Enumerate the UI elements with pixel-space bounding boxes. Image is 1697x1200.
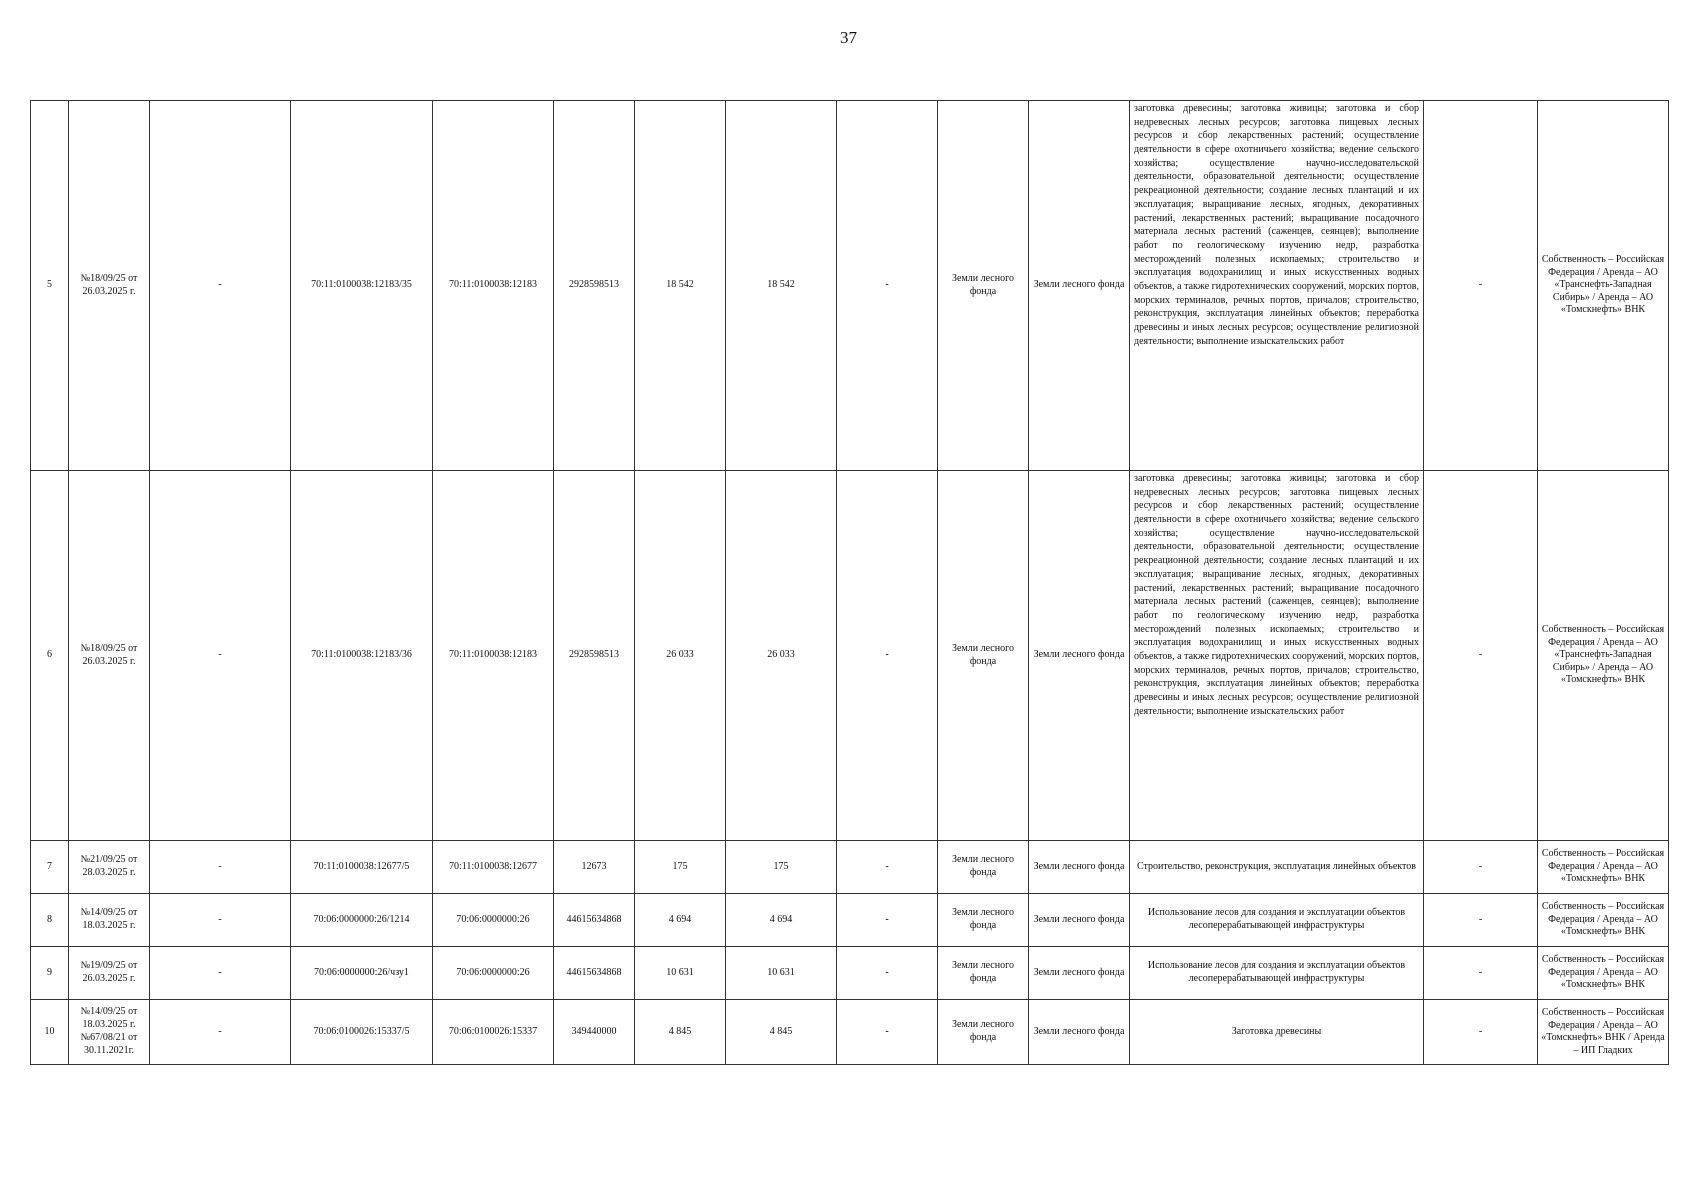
- area-used-cell: 10 631: [726, 947, 837, 1000]
- table-row: [31, 947, 1669, 1000]
- table-row: [31, 471, 1669, 841]
- land-category-cell: Земли лесного фонда: [1029, 947, 1130, 1000]
- empty-cell: -: [150, 471, 291, 841]
- land-category-cell: Земли лесного фонда: [1029, 101, 1130, 471]
- permitted-use-cell: Использование лесов для создания и эксплуатации объектов лесоперерабатывающей инфраструктуры: [1130, 894, 1424, 947]
- page-number: 37: [840, 28, 857, 47]
- land-category-cell: Земли лесного фонда: [938, 894, 1029, 947]
- cadastral-parent-cell: 70:06:0000000:26: [433, 894, 554, 947]
- permitted-use-cell: заготовка древесины; заготовка живицы; заготовка и сбор недревесных лесных ресурсов; заготовка пищевых лесных ресурсов и сбор лекарственных растений; осуществление деятельности в сфере охотничьего хозяйства; ведение сельского хозяйства; осуществление научно-исследовательской деятельности, образовательной деятельности; осуществление рекреационной деятельности; создание лесных плантаций и их эксплуатация; выращивание лесных, ягодных, декоративных растений, лекарственных растений; выращивание посадочного материала лесных растений (саженцев, сеянцев); выполнение работ по геологическому изучению недр, разработка месторождений полезных ископаемых; строительство и эксплуатация водохранилищ и иных искусственных водных объектов, а также гидротехнических сооружений, морских портов, морских терминалов, речных портов, причалов; строительство, реконструкция, эксплуатация линейных объектов; переработка древесины и иных лесных ресурсов; осуществление религиозной деятельности; выполнение изыскательских работ: [1130, 471, 1424, 841]
- cadastral-parent-cell: 70:11:0100038:12183: [433, 101, 554, 471]
- area-total-cell: 2928598513: [554, 101, 635, 471]
- permitted-use-cell: Заготовка древесины: [1130, 1000, 1424, 1065]
- agreement-cell: №14/09/25 от 18.03.2025 г.: [69, 894, 150, 947]
- row-number: 7: [31, 841, 69, 894]
- table-row: [31, 894, 1669, 947]
- land-category-cell: Земли лесного фонда: [938, 947, 1029, 1000]
- cadastral-part-cell: 70:06:0000000:26/чзу1: [291, 947, 433, 1000]
- empty-cell: -: [1424, 1000, 1538, 1065]
- agreement-cell: №21/09/25 от 28.03.2025 г.: [69, 841, 150, 894]
- land-category-cell: Земли лесного фонда: [1029, 894, 1130, 947]
- cadastral-parent-cell: 70:11:0100038:12677: [433, 841, 554, 894]
- area-total-cell: 2928598513: [554, 471, 635, 841]
- area-used-cell: 4 694: [726, 894, 837, 947]
- area-used-cell: 4 845: [726, 1000, 837, 1065]
- area-total-cell: 44615634868: [554, 894, 635, 947]
- cadastral-parent-cell: 70:06:0000000:26: [433, 947, 554, 1000]
- area-used-cell: 18 542: [726, 101, 837, 471]
- row-number: 9: [31, 947, 69, 1000]
- area-part-cell: 175: [635, 841, 726, 894]
- area-used-cell: 175: [726, 841, 837, 894]
- area-part-cell: 4 694: [635, 894, 726, 947]
- area-used-cell: 26 033: [726, 471, 837, 841]
- permitted-use-cell: Использование лесов для создания и эксплуатации объектов лесоперерабатывающей инфраструктуры: [1130, 947, 1424, 1000]
- land-category-cell: Земли лесного фонда: [938, 471, 1029, 841]
- area-part-cell: 4 845: [635, 1000, 726, 1065]
- empty-cell: -: [150, 894, 291, 947]
- area-total-cell: 349440000: [554, 1000, 635, 1065]
- empty-cell: -: [837, 471, 938, 841]
- land-plots-table: [30, 100, 1669, 1065]
- area-part-cell: 26 033: [635, 471, 726, 841]
- rights-cell: Собственность – Российская Федерация / Аренда – АО «Транснефть-Западная Сибирь» / Аренда – АО «Томскнефть» ВНК: [1538, 471, 1669, 841]
- cadastral-part-cell: 70:06:0100026:15337/5: [291, 1000, 433, 1065]
- table-row: [31, 841, 1669, 894]
- empty-cell: -: [1424, 101, 1538, 471]
- table-row: [31, 101, 1669, 471]
- area-part-cell: 18 542: [635, 101, 726, 471]
- land-category-cell: Земли лесного фонда: [1029, 1000, 1130, 1065]
- cadastral-part-cell: 70:11:0100038:12183/36: [291, 471, 433, 841]
- empty-cell: -: [837, 841, 938, 894]
- land-category-cell: Земли лесного фонда: [938, 101, 1029, 471]
- agreement-cell: №19/09/25 от 26.03.2025 г.: [69, 947, 150, 1000]
- area-part-cell: 10 631: [635, 947, 726, 1000]
- land-category-cell: Земли лесного фонда: [1029, 841, 1130, 894]
- area-total-cell: 44615634868: [554, 947, 635, 1000]
- cadastral-part-cell: 70:11:0100038:12677/5: [291, 841, 433, 894]
- permitted-use-cell: заготовка древесины; заготовка живицы; заготовка и сбор недревесных лесных ресурсов; заготовка пищевых лесных ресурсов и сбор лекарственных растений; осуществление деятельности в сфере охотничьего хозяйства; ведение сельского хозяйства; осуществление научно-исследовательской деятельности, образовательной деятельности; осуществление рекреационной деятельности; создание лесных плантаций и их эксплуатация; выращивание лесных, ягодных, декоративных растений, лекарственных растений; выращивание посадочного материала лесных растений (саженцев, сеянцев); выполнение работ по геологическому изучению недр, разработка месторождений полезных ископаемых; строительство и эксплуатация водохранилищ и иных искусственных водных объектов, а также гидротехнических сооружений, морских портов, морских терминалов, речных портов, причалов; строительство, реконструкция, эксплуатация линейных объектов; переработка древесины и иных лесных ресурсов; осуществление религиозной деятельности; выполнение изыскательских работ: [1130, 101, 1424, 471]
- empty-cell: -: [837, 947, 938, 1000]
- empty-cell: -: [150, 101, 291, 471]
- permitted-use-cell: Строительство, реконструкция, эксплуатация линейных объектов: [1130, 841, 1424, 894]
- land-category-cell: Земли лесного фонда: [1029, 471, 1130, 841]
- empty-cell: -: [837, 894, 938, 947]
- agreement-cell: №18/09/25 от 26.03.2025 г.: [69, 101, 150, 471]
- cadastral-parent-cell: 70:11:0100038:12183: [433, 471, 554, 841]
- empty-cell: -: [837, 101, 938, 471]
- row-number: 10: [31, 1000, 69, 1065]
- empty-cell: -: [1424, 947, 1538, 1000]
- empty-cell: -: [1424, 841, 1538, 894]
- cadastral-parent-cell: 70:06:0100026:15337: [433, 1000, 554, 1065]
- rights-cell: Собственность – Российская Федерация / Аренда – АО «Транснефть-Западная Сибирь» / Аренда – АО «Томскнефть» ВНК: [1538, 101, 1669, 471]
- land-category-cell: Земли лесного фонда: [938, 841, 1029, 894]
- row-number: 8: [31, 894, 69, 947]
- row-number: 6: [31, 471, 69, 841]
- rights-cell: Собственность – Российская Федерация / Аренда – АО «Томскнефть» ВНК: [1538, 841, 1669, 894]
- empty-cell: -: [150, 841, 291, 894]
- rights-cell: Собственность – Российская Федерация / Аренда – АО «Томскнефть» ВНК: [1538, 947, 1669, 1000]
- area-total-cell: 12673: [554, 841, 635, 894]
- land-category-cell: Земли лесного фонда: [938, 1000, 1029, 1065]
- empty-cell: -: [1424, 471, 1538, 841]
- empty-cell: -: [1424, 894, 1538, 947]
- rights-cell: Собственность – Российская Федерация / Аренда – АО «Томскнефть» ВНК / Аренда – ИП Гладких: [1538, 1000, 1669, 1065]
- agreement-cell: №18/09/25 от 26.03.2025 г.: [69, 471, 150, 841]
- empty-cell: -: [150, 1000, 291, 1065]
- row-number: 5: [31, 101, 69, 471]
- empty-cell: -: [150, 947, 291, 1000]
- table-row: [31, 1000, 1669, 1065]
- agreement-cell: №14/09/25 от 18.03.2025 г. №67/08/21 от 30.11.2021г.: [69, 1000, 150, 1065]
- cadastral-part-cell: 70:06:0000000:26/1214: [291, 894, 433, 947]
- cadastral-part-cell: 70:11:0100038:12183/35: [291, 101, 433, 471]
- empty-cell: -: [837, 1000, 938, 1065]
- rights-cell: Собственность – Российская Федерация / Аренда – АО «Томскнефть» ВНК: [1538, 894, 1669, 947]
